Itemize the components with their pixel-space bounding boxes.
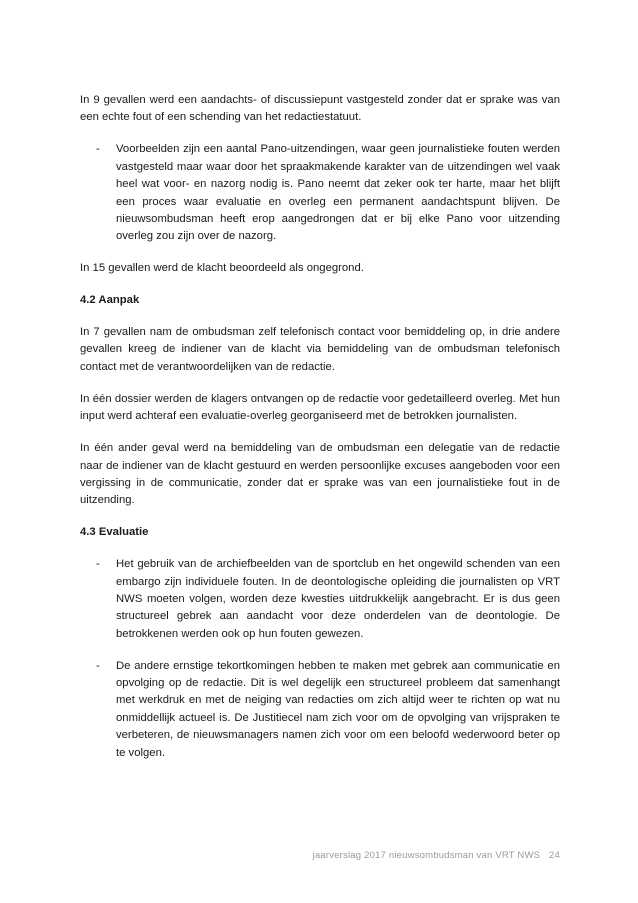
pano-list — [80, 141, 560, 245]
footer-text: jaarverslag 2017 nieuwsombudsman van VRT NWS — [312, 850, 541, 861]
list-item: - Het gebruik van de archiefbeelden van de sportclub en het ongewild schenden van een embargo zijn individuele fouten. In de deontologische opleiding die journalisten op VRT NWS moeten volgen, worden deze kwesties uitdrukkelijk aangebracht. Er is dus geen structureel gebrek aan aandacht voor deze onderdelen van de deontologie. De betrokkenen werden ook op hun fouten gewezen. — [80, 556, 560, 643]
ongegrond-paragraph: In 15 gevallen werd de klacht beoordeeld als ongegrond. — [80, 262, 364, 275]
page-footer — [313, 850, 560, 861]
list-item: - De andere ernstige tekortkomingen hebben te maken met gebrek aan communicatie en opvolging op de redactie. Dit is wel degelijk een structureel probleem dat samenhangt met werkdruk en met de neiging van redacties om zich altijd weer te richten op wat nu onmiddellijk actueel is. De Justitiecel nam zich voor om de opvolging van vrijspraken te verbeteren, de nieuwsmanagers namen zich voor om een beloofd wederwoord beter op te volgen. — [80, 658, 560, 762]
evaluatie-list — [80, 556, 560, 762]
aanpak-paragraph-1: In 7 gevallen nam de ombudsman zelf telefonisch contact voor bemiddeling op, in drie andere gevallen kreeg de indiener van de klacht via bemiddeling van de ombudsman telefonisch contact met de verantwoordelijken van de redactie. — [80, 326, 560, 373]
aanpak-paragraph-3: In één ander geval werd na bemiddeling van de ombudsman een delegatie van de redactie naar de indiener van de klacht gestuurd en werden persoonlijke excuses aangeboden voor een vergissing in de communicatie, zonder dat er sprake was van een journalistieke fout in de uitzending. — [80, 442, 560, 507]
intro-paragraph: In 9 gevallen werd een aandachts- of discussiepunt vastgesteld zonder dat er sprake was van een echte fout of een schending van het redactiestatuut. — [80, 94, 560, 124]
document-page — [80, 92, 560, 777]
aanpak-paragraph-2: In één dossier werden de klagers ontvangen op de redactie voor gedetailleerd overleg. Met hun input werd achteraf een evaluatie-overleg georganiseerd met de betrokken journalisten. — [80, 392, 560, 423]
page-number: 24 — [549, 850, 560, 861]
section-heading-evaluatie: 4.3 Evaluatie — [80, 526, 149, 539]
list-item: - Voorbeelden zijn een aantal Pano-uitzendingen, waar geen journalistieke fouten werden vastgesteld maar waar door het spraakmakende karakter van de uitzendingen wel vaak heel wat voor- en nazorg nodig is. Pano neemt dat zeker ook ter harte, maar het blijft een proces waar evaluatie en overleg een permanent aandachtspunt blijven. De nieuwsombudsman heeft erop aangedrongen dat er bij elke Pano voor uitzending overleg zou zijn over de nazorg. — [80, 141, 560, 245]
section-heading-aanpak: 4.2 Aanpak — [80, 294, 140, 307]
